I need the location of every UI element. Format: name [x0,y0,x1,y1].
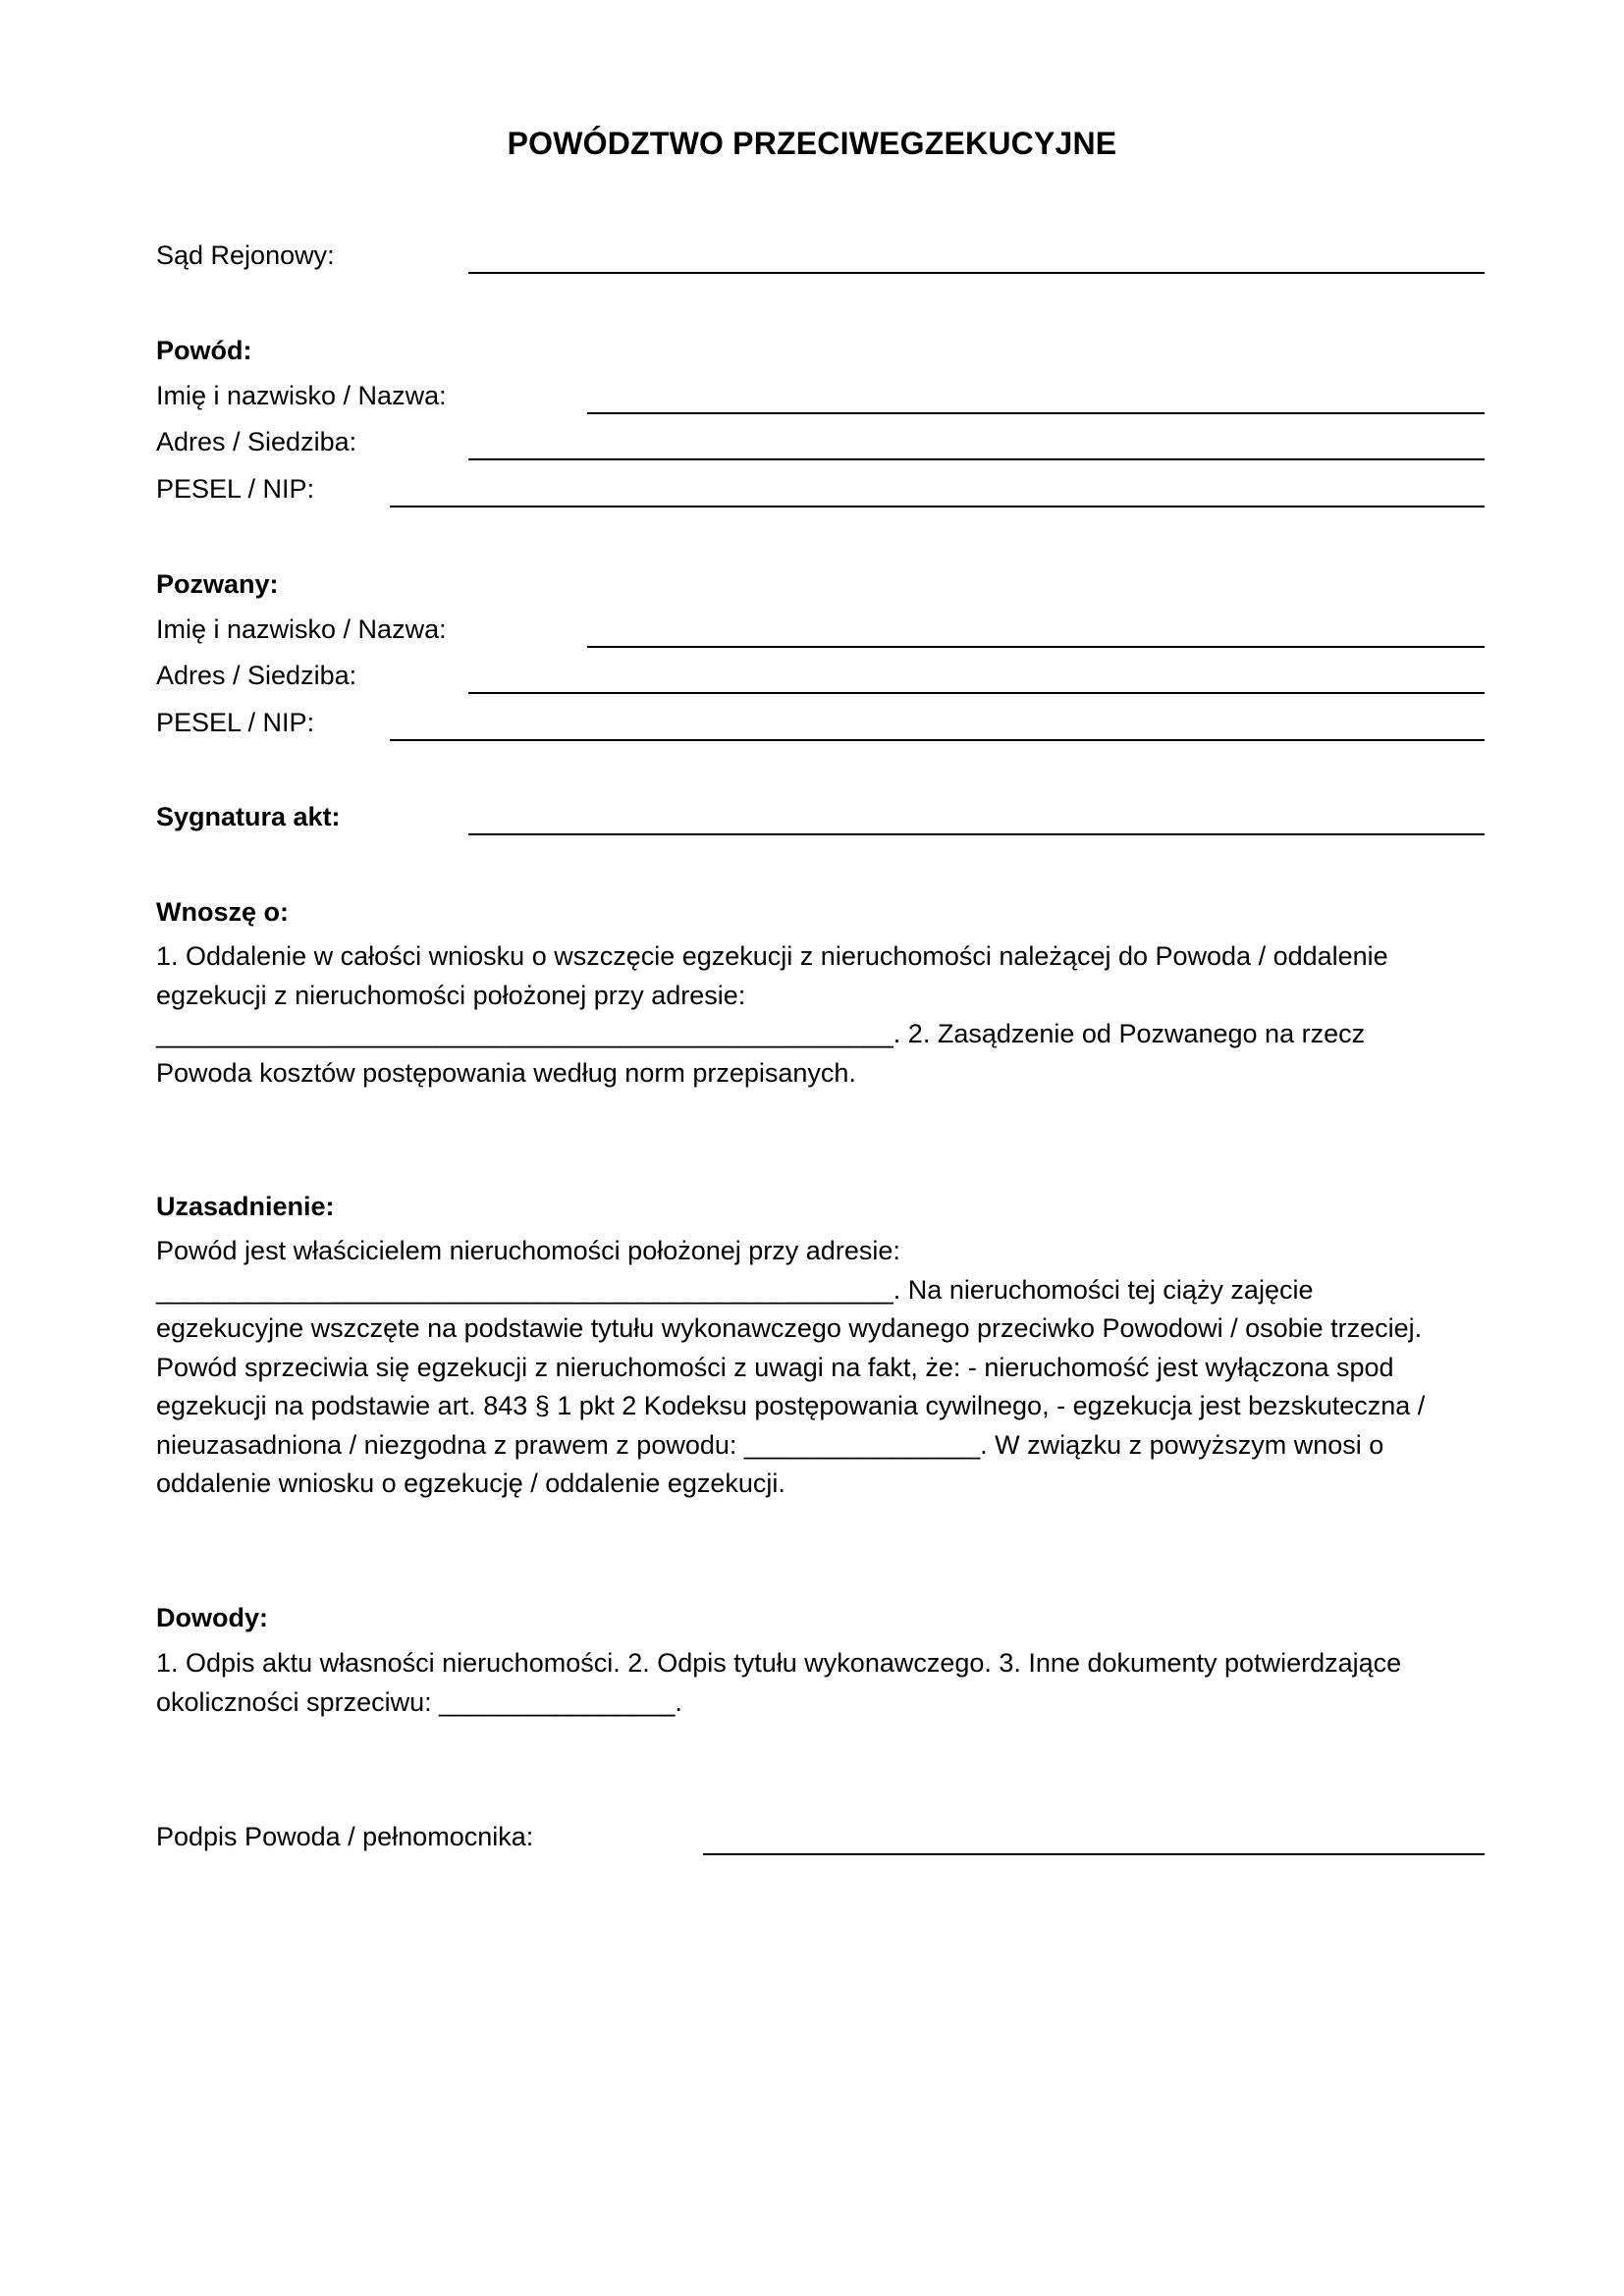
defendant-address-field[interactable] [468,692,1485,694]
plaintiff-address-field[interactable] [468,458,1485,460]
plaintiff-heading: Powód: [156,336,252,365]
defendant-id-label: PESEL / NIP: [156,708,315,737]
request-line: __________________________________________________. 2. Zasądzenie od Pozwanego na rzecz [156,1019,1366,1048]
request-line: egzekucji z nieruchomości położonej przy adresie: [156,980,746,1010]
justification-line: Powód sprzeciwia się egzekucji z nieruchomości z uwagi na fakt, że: - nieruchomość jest wyłączona spod [156,1352,1394,1382]
justification-text [156,1232,1482,1504]
justification-line: egzekucyjne wszczęte na podstawie tytułu wykonawczego wydanego przeciwko Powodowi / osobie trzeciej. [156,1313,1423,1343]
justification-line: oddalenie wniosku o egzekucję / oddalenie egzekucji. [156,1468,785,1498]
evidence-heading: Dowody: [156,1603,268,1632]
justification-line: Powód jest właścicielem nieruchomości położonej przy adresie: [156,1236,900,1265]
court-label: Sąd Rejonowy: [156,240,335,270]
plaintiff-name-field[interactable] [587,412,1485,414]
plaintiff-id-field[interactable] [390,506,1485,507]
plaintiff-name-label: Imię i nazwisko / Nazwa: [156,381,447,410]
case-signature-label: Sygnatura akt: [156,802,341,831]
defendant-id-field[interactable] [390,739,1485,741]
evidence-text [156,1644,1482,1722]
signature-label: Podpis Powoda / pełnomocnika: [156,1822,534,1851]
request-line: 1. Oddalenie w całości wniosku o wszczęcie egzekucji z nieruchomości należącej do Powoda / oddalenie [156,941,1388,971]
plaintiff-address-label: Adres / Siedziba: [156,427,357,456]
request-line: Powoda kosztów postępowania według norm przepisanych. [156,1057,856,1088]
document-title: POWÓDZTWO PRZECIWEGZEKUCYJNE [507,126,1117,161]
defendant-name-field[interactable] [587,646,1485,648]
defendant-address-label: Adres / Siedziba: [156,661,357,690]
justification-line: __________________________________________________. Na nieruchomości tej ciąży zajęcie [156,1274,1314,1305]
case-signature-field[interactable] [468,833,1485,835]
request-heading: Wnoszę o: [156,897,289,927]
justification-heading: Uzasadnienie: [156,1192,335,1221]
evidence-line: 1. Odpis aktu własności nieruchomości. 2. Odpis tytułu wykonawczego. 3. Inne dokumenty potwierdzające [156,1648,1402,1678]
court-field[interactable] [468,272,1485,274]
justification-line: egzekucji na podstawie art. 843 § 1 pkt 2 Kodeksu postępowania cywilnego, - egzekucja jest bezskuteczna / [156,1391,1426,1420]
plaintiff-id-label: PESEL / NIP: [156,474,315,504]
request-text [156,937,1482,1093]
signature-field[interactable] [703,1853,1485,1855]
evidence-line: okoliczności sprzeciwu: ________________. [156,1686,682,1717]
defendant-heading: Pozwany: [156,569,279,599]
defendant-name-label: Imię i nazwisko / Nazwa: [156,614,447,644]
justification-line: nieuzasadniona / niezgodna z prawem z powodu: ________________. W związku z powyższym wnosi o [156,1429,1384,1460]
